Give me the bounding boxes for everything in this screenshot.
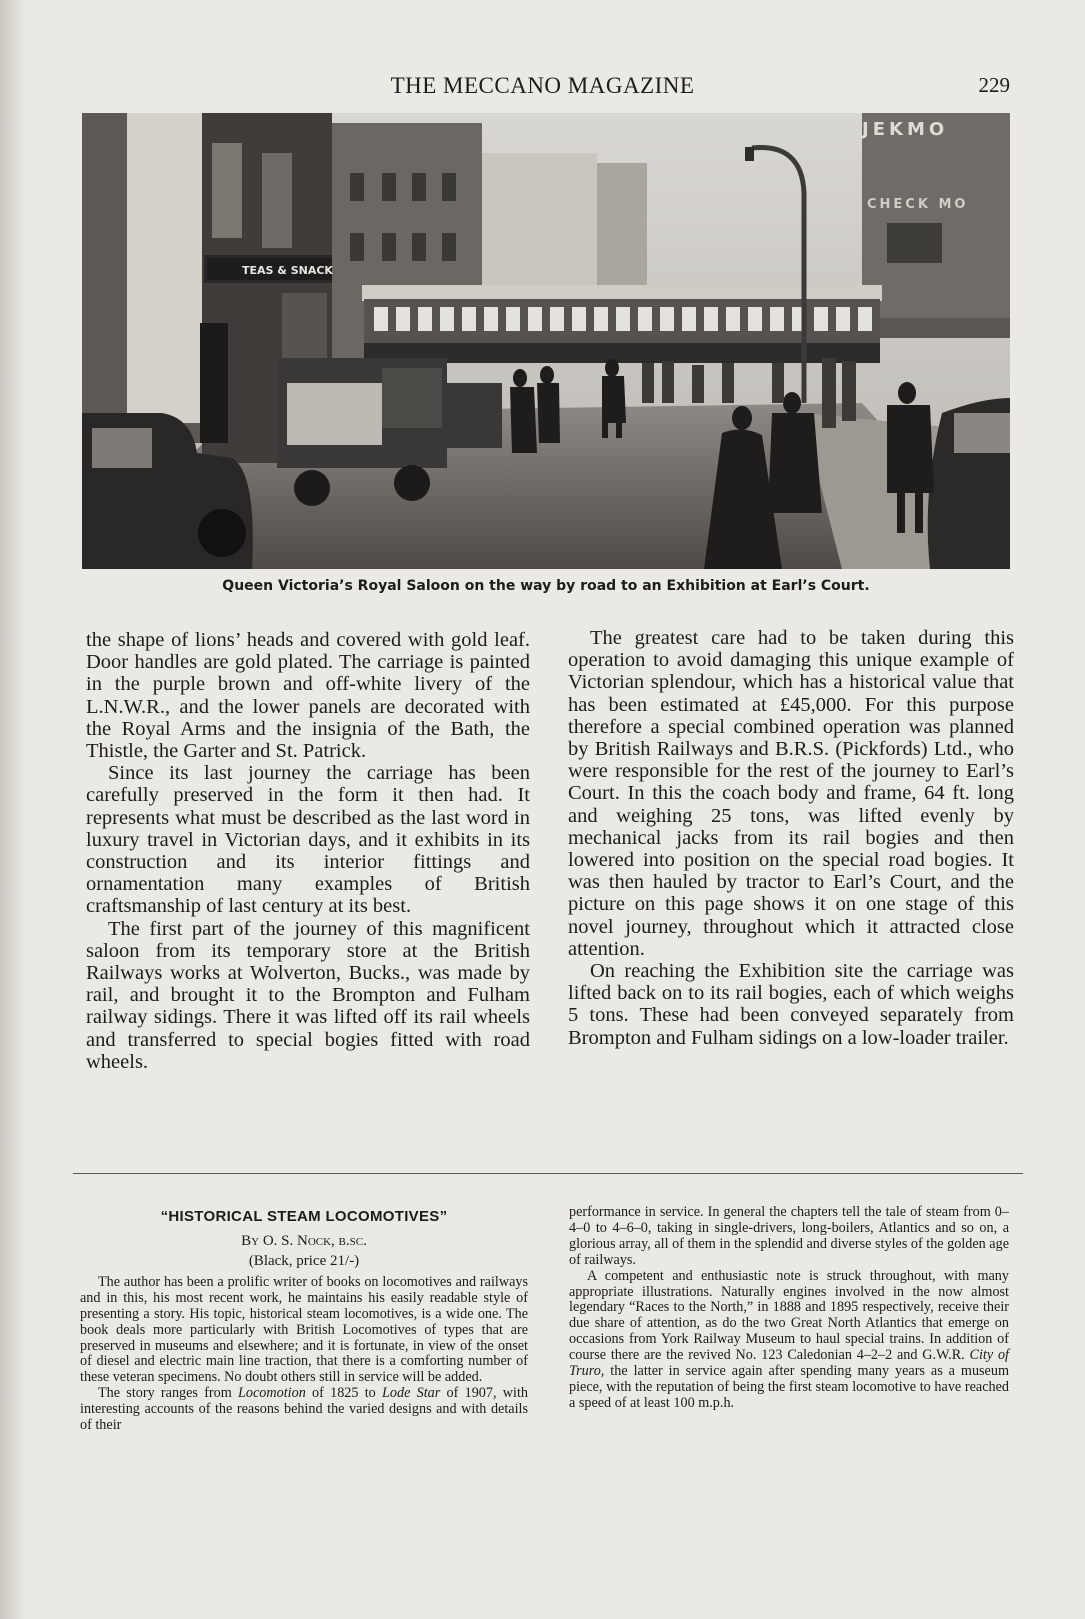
book-review-heading: “HISTORICAL STEAM LOCOMOTIVES” xyxy=(160,1208,448,1225)
review-text: The story ranges from xyxy=(98,1385,239,1402)
review-italic-title: Lode Star xyxy=(382,1385,441,1402)
book-review-right-column xyxy=(569,1205,1009,1412)
review-text: of 1825 to xyxy=(305,1385,383,1402)
review-paragraph xyxy=(80,1386,528,1434)
review-paragraph xyxy=(569,1269,1009,1412)
photo-royal-saloon-street-scene xyxy=(82,113,1010,569)
review-text: of 1907, with interesting accounts of the reasons behind the varied designs and with details of their xyxy=(80,1385,528,1434)
page-binding-shadow xyxy=(0,0,26,1619)
article-paragraph: On reaching the Exhibition site the carriage was lifted back on to its rail bogies, each of which weighs 5 tons. These had been conveyed separately from Brompton and Fulham sidings on a low-loader trailer. xyxy=(568,960,1014,1049)
page-number: 229 xyxy=(978,73,1010,97)
building-sign-top-text: JEKMO xyxy=(862,119,949,140)
review-italic-title: Locomotion xyxy=(238,1385,306,1402)
review-text: the latter in service again after spending many years as a museum piece, with the reputation of being the first steam locomotive to have reached a speed of at least 100 m.p.h. xyxy=(569,1363,1009,1411)
building-sign-middle-text: CHECK MO xyxy=(867,197,969,212)
review-paragraph: The author has been a prolific writer of books on locomotives and railways and in this, his most recent work, he maintains his easily readable style of presenting a story. His topic, historical steam locomotives, is a wide one. The book deals more particularly with British Locomotives of types that are preserved in museums and elsewhere; and it is fortunate, in view of the onset of diesel and electric main line traction, that there is a comforting number of these veteran specimens. No doubt others still in service will be added. xyxy=(80,1273,528,1386)
article-paragraph: The greatest care had to be taken during this operation to avoid damaging this unique example of Victorian splendour, which has a historical value that has been estimated at £45,000. For this purpose therefore a special combined operation was planned by British Railways and B.R.S. (Pickfords) Ltd., who were responsible for the rest of the journey to Earl’s Court. In this the coach body and frame, 64 ft. long and weighing 25 tons, was lifted evenly by mechanical jacks from its rail bogies and then lowered into position on the special road bogies. It was then hauled by tractor to Earl’s Court, and the picture on this page shows it on one stage of this novel journey, throughout which it attracted close attention. xyxy=(568,627,1014,960)
magazine-title: THE MECCANO MAGAZINE xyxy=(390,73,695,98)
shop-sign-text: TEAS & SNACK xyxy=(242,264,333,277)
section-divider xyxy=(73,1173,1023,1174)
book-review-left-column xyxy=(80,1209,528,1434)
article-paragraph: Since its last journey the carriage has been carefully preserved in the form it then had. It represents what must be described as the last word in luxury travel in Victorian days, and it exhibits in its construction and its interior fittings and ornamentation many examples of British craftsmanship of last century at its best. xyxy=(86,762,530,918)
book-review-price: (Black, price 21/-) xyxy=(248,1252,360,1269)
review-paragraph: performance in service. In general the chapters tell the tale of steam from 0–4–0 to 4–6–0, taking in single-drivers, long-boilers, Atlantics and so on, a glorious array, all of them in the splendid and diverse styles of the golden age of railways. xyxy=(569,1204,1009,1268)
article-right-column xyxy=(568,627,1014,1049)
article-paragraph: the shape of lions’ heads and covered with gold leaf. Door handles are gold plated. The carriage is painted in the purple brown and off-white livery of the L.N.W.R., and the lower panels are decorated with the Royal Arms and the insignia of the Bath, the Thistle, the Garter and St. Patrick. xyxy=(86,629,530,763)
review-italic-title: City of Truro, xyxy=(569,1347,1009,1380)
article-paragraph: The first part of the journey of this magnificent saloon from its temporary store at the British Railways works at Wolverton, Bucks., was made by rail, and brought it to the Brompton and Fulham railway sidings. There it was lifted off its rail wheels and transferred to special bogies fitted with road wheels. xyxy=(86,917,530,1073)
article-left-column xyxy=(86,629,530,1073)
review-text: A competent and enthusiastic note is struck throughout, with many appropriate illustrations. Naturally engines involved in the now almost legendary “Races to the North,” in 1888 and 1895 respectively, receive their due share of attention, as do the two Great North Atlantics that emerge on occasions from York Railway Museum to haul special trains. In addition of course there are the revived No. 123 Caledonian 4–2–2 and G.W.R. xyxy=(569,1267,1009,1364)
photo-caption: Queen Victoria’s Royal Saloon on the way by road to an Exhibition at Earl’s Court. xyxy=(222,578,870,594)
book-review-byline: By O. S. Nock, b.sc. xyxy=(241,1232,367,1249)
